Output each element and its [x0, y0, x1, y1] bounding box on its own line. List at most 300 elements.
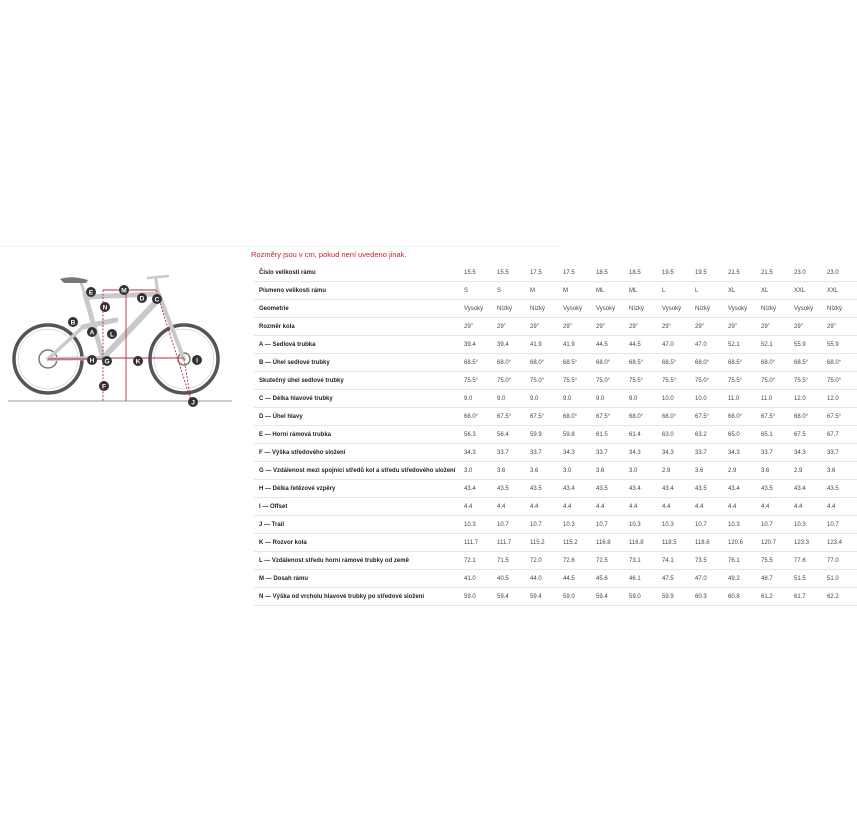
- table-cell: 59.4: [527, 588, 560, 606]
- table-cell: 115.2: [560, 534, 593, 552]
- row-label: N — Výška od vrcholu hlavové trubky po středové složení: [254, 588, 461, 606]
- table-cell: 65.0: [725, 426, 758, 444]
- table-cell: 10.7: [527, 516, 560, 534]
- table-row: [254, 516, 857, 534]
- table-cell: 62.2: [824, 588, 857, 606]
- table-cell: 68.0°: [692, 354, 725, 372]
- marker-a: [87, 327, 97, 337]
- table-cell: 3.6: [593, 462, 626, 480]
- marker-j: [188, 397, 198, 407]
- table-cell: 75.5°: [725, 372, 758, 390]
- table-cell: 34.3: [560, 444, 593, 462]
- table-cell: 41.0: [461, 570, 494, 588]
- table-cell: 68.5°: [560, 354, 593, 372]
- table-cell: 10.0: [659, 390, 692, 408]
- table-cell: 68.0°: [758, 354, 791, 372]
- table-cell: 10.7: [824, 516, 857, 534]
- table-cell: 56.3: [461, 426, 494, 444]
- table-cell: 51.5: [791, 570, 824, 588]
- table-cell: 4.4: [758, 498, 791, 516]
- row-label: L — Vzdálenost středu horní rámové trubky od země: [254, 552, 461, 570]
- table-cell: 29": [626, 318, 659, 336]
- table-cell: 3.6: [758, 462, 791, 480]
- table-cell: 43.5: [824, 480, 857, 498]
- table-cell: 68.0°: [824, 354, 857, 372]
- table-row: [254, 444, 857, 462]
- table-cell: 18.5: [626, 264, 659, 282]
- divider-line: [0, 246, 560, 247]
- table-cell: 41.9: [560, 336, 593, 354]
- table-cell: Nízký: [494, 300, 527, 318]
- table-cell: 59.9: [659, 588, 692, 606]
- row-label: Číslo velikosti rámu: [254, 264, 461, 282]
- table-cell: 67.5: [791, 426, 824, 444]
- table-cell: 21.5: [758, 264, 791, 282]
- table-cell: 59.4: [593, 588, 626, 606]
- bike-frame: [48, 276, 184, 359]
- table-cell: Nízký: [824, 300, 857, 318]
- table-cell: 10.3: [659, 516, 692, 534]
- table-cell: 55.9: [791, 336, 824, 354]
- table-cell: 9.0: [461, 390, 494, 408]
- table-cell: 12.0: [824, 390, 857, 408]
- table-cell: Nízký: [692, 300, 725, 318]
- marker-g: [102, 356, 112, 366]
- table-cell: 29": [659, 318, 692, 336]
- table-cell: 61.7: [791, 588, 824, 606]
- table-cell: 9.0: [626, 390, 659, 408]
- saddle: [60, 277, 88, 283]
- marker-m: [119, 285, 129, 295]
- table-cell: 68.0°: [626, 408, 659, 426]
- table-cell: 3.6: [692, 462, 725, 480]
- table-cell: 47.0: [692, 570, 725, 588]
- table-cell: 15.5: [494, 264, 527, 282]
- table-cell: 3.0: [461, 462, 494, 480]
- table-cell: 67.5°: [824, 408, 857, 426]
- table-row: [254, 462, 857, 480]
- svg-text:I: I: [196, 357, 198, 365]
- table-cell: 29": [461, 318, 494, 336]
- table-cell: 116.8: [593, 534, 626, 552]
- marker-l: [107, 329, 117, 339]
- table-row: [254, 588, 857, 606]
- table-cell: 51.0: [824, 570, 857, 588]
- table-cell: 59.9: [527, 426, 560, 444]
- marker-i: [192, 355, 202, 365]
- table-cell: 68.0°: [659, 408, 692, 426]
- table-cell: 72.5: [593, 552, 626, 570]
- table-cell: 4.4: [791, 498, 824, 516]
- table-cell: 41.9: [527, 336, 560, 354]
- table-cell: Vysoký: [725, 300, 758, 318]
- table-cell: 33.7: [824, 444, 857, 462]
- table-cell: 74.1: [659, 552, 692, 570]
- table-cell: 34.3: [659, 444, 692, 462]
- table-cell: 10.7: [758, 516, 791, 534]
- table-cell: 49.2: [725, 570, 758, 588]
- table-cell: L: [659, 282, 692, 300]
- table-cell: 29": [593, 318, 626, 336]
- table-cell: 61.5: [593, 426, 626, 444]
- table-cell: 11.0: [725, 390, 758, 408]
- svg-text:E: E: [88, 289, 94, 297]
- table-cell: 44.5: [593, 336, 626, 354]
- table-cell: 68.0°: [593, 354, 626, 372]
- svg-text:B: B: [70, 319, 76, 327]
- row-label: Skutečný úhel sedlové trubky: [254, 372, 461, 390]
- table-cell: Nízký: [758, 300, 791, 318]
- table-cell: Nízký: [626, 300, 659, 318]
- table-cell: 46.1: [626, 570, 659, 588]
- table-cell: Nízký: [527, 300, 560, 318]
- table-cell: 4.4: [527, 498, 560, 516]
- table-cell: 43.5: [494, 480, 527, 498]
- marker-b: [68, 317, 78, 327]
- table-cell: 11.0: [758, 390, 791, 408]
- row-label: J — Trail: [254, 516, 461, 534]
- table-row: [254, 552, 857, 570]
- table-cell: 10.0: [692, 390, 725, 408]
- table-cell: 76.1: [725, 552, 758, 570]
- table-cell: 33.7: [692, 444, 725, 462]
- svg-text:M: M: [121, 287, 127, 295]
- table-cell: 75.5°: [791, 372, 824, 390]
- table-cell: 10.3: [626, 516, 659, 534]
- table-cell: 33.7: [758, 444, 791, 462]
- table-cell: 3.0: [560, 462, 593, 480]
- table-cell: 39.4: [494, 336, 527, 354]
- table-cell: 67.5°: [527, 408, 560, 426]
- table-cell: 123.4: [824, 534, 857, 552]
- table-cell: 52.1: [725, 336, 758, 354]
- table-cell: 39.4: [461, 336, 494, 354]
- table-cell: 68.5°: [461, 354, 494, 372]
- table-cell: 65.1: [758, 426, 791, 444]
- table-row: [254, 318, 857, 336]
- table-cell: 4.4: [659, 498, 692, 516]
- row-label: F — Výška středového složení: [254, 444, 461, 462]
- table-cell: 47.0: [692, 336, 725, 354]
- svg-text:J: J: [191, 399, 195, 407]
- table-cell: M: [527, 282, 560, 300]
- table-cell: 67.5°: [593, 408, 626, 426]
- table-cell: 75.0°: [593, 372, 626, 390]
- table-cell: 120.6: [725, 534, 758, 552]
- table-cell: 15.5: [461, 264, 494, 282]
- table-cell: 19.5: [692, 264, 725, 282]
- table-cell: 48.7: [758, 570, 791, 588]
- table-cell: 59.0: [560, 588, 593, 606]
- table-cell: 68.5°: [659, 354, 692, 372]
- table-cell: Vysoký: [791, 300, 824, 318]
- table-cell: 43.5: [527, 480, 560, 498]
- table-cell: 52.1: [758, 336, 791, 354]
- table-cell: 4.4: [626, 498, 659, 516]
- table-cell: 10.3: [560, 516, 593, 534]
- table-cell: 4.4: [494, 498, 527, 516]
- table-cell: 33.7: [593, 444, 626, 462]
- table-row: [254, 480, 857, 498]
- table-cell: 61.2: [758, 588, 791, 606]
- table-cell: 10.3: [461, 516, 494, 534]
- table-cell: 72.0: [527, 552, 560, 570]
- svg-text:C: C: [154, 296, 160, 304]
- table-cell: 34.3: [626, 444, 659, 462]
- marker-e: [86, 287, 96, 297]
- table-cell: 43.4: [725, 480, 758, 498]
- table-row: [254, 300, 857, 318]
- table-cell: 75.0°: [527, 372, 560, 390]
- units-note: Rozměry jsou v cm, pokud není uvedeno jinak.: [251, 250, 407, 259]
- geometry-table-body: [254, 264, 857, 606]
- table-cell: 75.0°: [824, 372, 857, 390]
- table-cell: 68.0°: [527, 354, 560, 372]
- table-cell: 118.5: [659, 534, 692, 552]
- table-cell: 44.0: [527, 570, 560, 588]
- table-cell: 45.6: [593, 570, 626, 588]
- table-cell: 2.9: [659, 462, 692, 480]
- table-cell: 10.7: [593, 516, 626, 534]
- table-cell: 77.0: [824, 552, 857, 570]
- table-cell: 4.4: [461, 498, 494, 516]
- table-cell: 47.0: [659, 336, 692, 354]
- table-cell: 60.3: [692, 588, 725, 606]
- marker-c: [152, 294, 162, 304]
- table-cell: 47.5: [659, 570, 692, 588]
- table-cell: 29": [824, 318, 857, 336]
- table-cell: 3.6: [527, 462, 560, 480]
- table-cell: 67.7: [824, 426, 857, 444]
- table-cell: 111.7: [461, 534, 494, 552]
- table-row: [254, 390, 857, 408]
- table-cell: 75.5: [758, 552, 791, 570]
- table-cell: 44.5: [626, 336, 659, 354]
- table-cell: 75.5°: [659, 372, 692, 390]
- table-cell: 23.0: [824, 264, 857, 282]
- table-row: [254, 426, 857, 444]
- table-cell: 21.5: [725, 264, 758, 282]
- table-cell: 67.5°: [494, 408, 527, 426]
- table-cell: 75.5°: [560, 372, 593, 390]
- table-cell: M: [560, 282, 593, 300]
- table-cell: 9.0: [527, 390, 560, 408]
- row-label: I — Offset: [254, 498, 461, 516]
- table-cell: 43.4: [659, 480, 692, 498]
- table-cell: 12.0: [791, 390, 824, 408]
- table-cell: 40.5: [494, 570, 527, 588]
- table-cell: S: [461, 282, 494, 300]
- table-cell: 23.0: [791, 264, 824, 282]
- svg-text:G: G: [104, 358, 110, 366]
- table-cell: Vysoký: [560, 300, 593, 318]
- table-cell: 33.7: [527, 444, 560, 462]
- table-cell: 43.5: [593, 480, 626, 498]
- table-cell: 123.3: [791, 534, 824, 552]
- table-cell: 17.5: [527, 264, 560, 282]
- table-cell: 43.5: [692, 480, 725, 498]
- table-cell: 63.2: [692, 426, 725, 444]
- table-cell: 68.5°: [725, 354, 758, 372]
- table-cell: 73.5: [692, 552, 725, 570]
- row-label: Geometrie: [254, 300, 461, 318]
- table-cell: 63.0: [659, 426, 692, 444]
- table-row: [254, 354, 857, 372]
- table-cell: 68.0°: [461, 408, 494, 426]
- table-cell: 29": [692, 318, 725, 336]
- table-cell: 9.0: [593, 390, 626, 408]
- table-cell: 4.4: [560, 498, 593, 516]
- row-label: E — Horní rámová trubka: [254, 426, 461, 444]
- table-cell: 18.5: [593, 264, 626, 282]
- marker-n: [100, 302, 110, 312]
- table-cell: 115.2: [527, 534, 560, 552]
- table-cell: L: [692, 282, 725, 300]
- table-cell: ML: [593, 282, 626, 300]
- row-label: C — Délka hlavové trubky: [254, 390, 461, 408]
- table-cell: 33.7: [494, 444, 527, 462]
- table-cell: 19.5: [659, 264, 692, 282]
- table-cell: 29": [758, 318, 791, 336]
- row-label: A — Sedlová trubka: [254, 336, 461, 354]
- row-label: D — Úhel hlavy: [254, 408, 461, 426]
- table-cell: 10.7: [692, 516, 725, 534]
- table-cell: 29": [791, 318, 824, 336]
- table-cell: 68.5°: [626, 354, 659, 372]
- table-cell: 29": [527, 318, 560, 336]
- row-label: B — Úhel sedlové trubky: [254, 354, 461, 372]
- table-cell: 3.6: [824, 462, 857, 480]
- table-cell: 67.5°: [758, 408, 791, 426]
- table-cell: XL: [758, 282, 791, 300]
- svg-text:K: K: [135, 358, 141, 366]
- table-cell: 17.5: [560, 264, 593, 282]
- table-row: [254, 498, 857, 516]
- table-cell: ML: [626, 282, 659, 300]
- table-cell: 3.0: [626, 462, 659, 480]
- table-cell: 34.3: [461, 444, 494, 462]
- table-cell: 75.0°: [692, 372, 725, 390]
- table-cell: 43.5: [758, 480, 791, 498]
- table-cell: 75.5°: [626, 372, 659, 390]
- table-cell: 29": [494, 318, 527, 336]
- table-cell: 67.5°: [692, 408, 725, 426]
- table-cell: 4.4: [593, 498, 626, 516]
- table-cell: 29": [560, 318, 593, 336]
- table-cell: 10.3: [791, 516, 824, 534]
- table-cell: XL: [725, 282, 758, 300]
- svg-text:A: A: [89, 329, 95, 337]
- table-cell: 43.4: [461, 480, 494, 498]
- table-cell: 68.0°: [494, 354, 527, 372]
- row-label: G — Vzdálenost mezi spojnicí středů kol a středu středového složení: [254, 462, 461, 480]
- table-cell: 111.7: [494, 534, 527, 552]
- table-cell: Vysoký: [593, 300, 626, 318]
- table-cell: 9.0: [494, 390, 527, 408]
- table-cell: 71.5: [494, 552, 527, 570]
- svg-text:F: F: [102, 383, 106, 391]
- table-cell: S: [494, 282, 527, 300]
- table-cell: 75.0°: [758, 372, 791, 390]
- table-cell: XXL: [791, 282, 824, 300]
- table-cell: 59.8: [560, 426, 593, 444]
- marker-d: [137, 293, 147, 303]
- table-row: [254, 570, 857, 588]
- geometry-table: [254, 264, 857, 606]
- table-cell: 68.0°: [791, 408, 824, 426]
- table-cell: 29": [725, 318, 758, 336]
- table-cell: 43.4: [626, 480, 659, 498]
- marker-h: [87, 355, 97, 365]
- table-row: [254, 534, 857, 552]
- table-row: [254, 372, 857, 390]
- table-cell: 34.3: [791, 444, 824, 462]
- table-cell: 55.9: [824, 336, 857, 354]
- table-cell: Vysoký: [461, 300, 494, 318]
- table-cell: 59.0: [461, 588, 494, 606]
- table-cell: 3.6: [494, 462, 527, 480]
- row-label: Rozměr kola: [254, 318, 461, 336]
- table-cell: 2.9: [791, 462, 824, 480]
- table-cell: 43.4: [560, 480, 593, 498]
- row-label: Písmeno velikosti rámu: [254, 282, 461, 300]
- table-cell: Vysoký: [659, 300, 692, 318]
- row-label: K — Rozvor kola: [254, 534, 461, 552]
- table-cell: 10.7: [494, 516, 527, 534]
- table-cell: 56.4: [494, 426, 527, 444]
- table-cell: 72.6: [560, 552, 593, 570]
- table-cell: 4.4: [725, 498, 758, 516]
- table-row: [254, 282, 857, 300]
- table-row: [254, 336, 857, 354]
- table-cell: 59.4: [494, 588, 527, 606]
- table-cell: 9.0: [560, 390, 593, 408]
- table-cell: 75.5°: [461, 372, 494, 390]
- table-cell: 68.5°: [791, 354, 824, 372]
- row-label: H — Délka řetězové vzpěry: [254, 480, 461, 498]
- row-label: M — Dosah rámu: [254, 570, 461, 588]
- table-cell: 68.0°: [725, 408, 758, 426]
- marker-k: [133, 356, 143, 366]
- table-cell: 116.8: [626, 534, 659, 552]
- svg-text:L: L: [110, 331, 114, 339]
- table-cell: 118.6: [692, 534, 725, 552]
- table-cell: 72.1: [461, 552, 494, 570]
- svg-text:H: H: [89, 357, 95, 365]
- table-cell: 44.5: [560, 570, 593, 588]
- table-cell: XXL: [824, 282, 857, 300]
- table-cell: 34.3: [725, 444, 758, 462]
- table-cell: 75.0°: [494, 372, 527, 390]
- table-cell: 77.6: [791, 552, 824, 570]
- table-cell: 4.4: [692, 498, 725, 516]
- table-cell: 43.4: [791, 480, 824, 498]
- table-row: [254, 264, 857, 282]
- bike-geometry-diagram: [8, 262, 233, 410]
- table-cell: 60.8: [725, 588, 758, 606]
- table-cell: 10.3: [725, 516, 758, 534]
- table-cell: 120.7: [758, 534, 791, 552]
- table-cell: 59.0: [626, 588, 659, 606]
- marker-f: [99, 381, 109, 391]
- table-cell: 61.4: [626, 426, 659, 444]
- table-cell: 68.0°: [560, 408, 593, 426]
- svg-text:D: D: [139, 295, 145, 303]
- table-row: [254, 408, 857, 426]
- table-cell: 2.9: [725, 462, 758, 480]
- table-cell: 73.1: [626, 552, 659, 570]
- table-cell: 4.4: [824, 498, 857, 516]
